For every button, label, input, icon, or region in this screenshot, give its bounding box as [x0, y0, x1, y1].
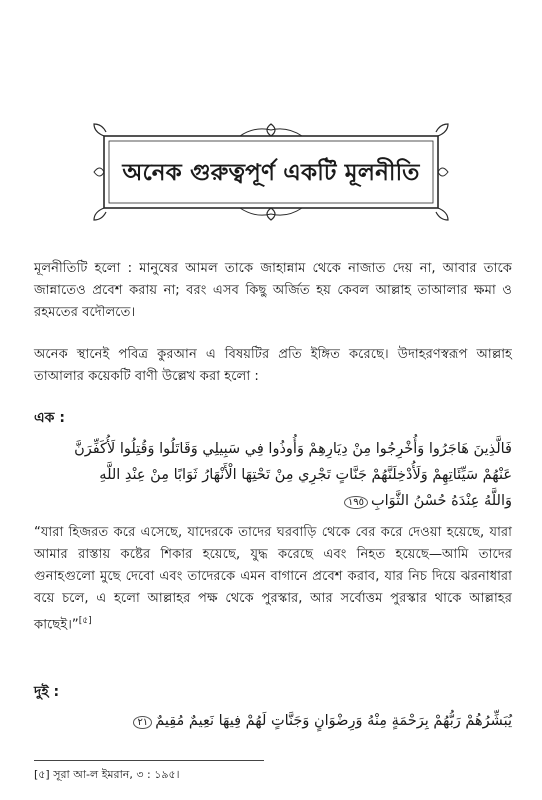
ayah-number-badge: ١٩٥: [344, 496, 368, 509]
ayah-number-badge-two: ٢١: [133, 716, 152, 729]
footnote: [৫] সূরা আ-ল ইমরান, ৩ : ১৯৫।: [34, 768, 180, 781]
arabic-verse-two: [42, 708, 512, 736]
intro-paragraph: মূলনীতিটি হলো : মানুষের আমল তাকে জাহান্নাম থেকে নাজাত দেয় না, আবার তাকে জান্নাতেও প্রবেশ করায় না; বরং এসব কিছু অর্জিত হয় কেবল আল্লাহ তাআলার ক্ষমা ও রহমতের বদৌলতে।: [34, 261, 512, 320]
translation-text: “যারা হিজরত করে এসেছে, যাদেরকে তাদের ঘরবাড়ি থেকে বের করে দেওয়া হয়েছে, যারা আমার রাস্তায় কষ্টের শিকার হয়েছে, যুদ্ধ করেছে এবং নিহত হয়েছে—আমি তাদের গুনাহগুলো মুছে দেবো এবং তাদেরকে এমন বাগানে প্রবেশ করাব, যার নিচ দিয়ে ঝরনাধারা বয়ে চলে, এ হলো আল্লাহর পক্ষ থেকে পুরস্কার, আর সর্বোত্তম পুরস্কার থাকে আল্লাহর কাছেই।”: [34, 525, 512, 633]
arabic-verse-one-text: وَاللَّهُ عِنْدَهُ حُسْنُ الثَّوَابِ: [370, 493, 512, 509]
arabic-verse-one-line-3: [42, 488, 512, 516]
page-title: অনেক গুরুত্বপূর্ণ একটি মূলনীতি: [122, 160, 420, 186]
arabic-verse-one-line-2: عَنْهُمْ سَيِّئَاتِهِمْ وَلَأُدْخِلَنَّهُمْ جَنَّاتٍ تَجْرِي مِنْ تَحْتِهَا الْأَنْهَارُ ثَوَابًا مِنْ عِنْدِ اللَّهِ: [99, 467, 512, 483]
footnote-divider: [34, 760, 264, 761]
title-frame: [90, 118, 452, 226]
footnote-marker: [৫]: [78, 616, 92, 626]
section-one-heading: এক :: [34, 410, 65, 426]
second-paragraph: অনেক স্থানেই পবিত্র কুরআন এ বিষয়টির প্রতি ইঙ্গিত করেছে। উদাহরণস্বরূপ আল্লাহ তাআলার কয়েকটি বাণী উল্লেখ করা হলো :: [34, 347, 512, 384]
verse-one-translation: [34, 522, 512, 636]
section-two-heading: দুই :: [34, 684, 60, 700]
arabic-verse-two-text: يُبَشِّرُهُمْ رَبُّهُمْ بِرَحْمَةٍ مِنْهُ وَرِضْوَانٍ وَجَنَّاتٍ لَهُمْ فِيهَا نَعِيمٌ مُقِيمٌ: [155, 713, 512, 729]
arabic-verse-one-line-1: فَالَّذِينَ هَاجَرُوا وَأُخْرِجُوا مِنْ دِيَارِهِمْ وَأُوذُوا فِي سَبِيلِي وَقَاتَلُوا وَقُتِلُوا لَأُكَفِّرَنَّ: [74, 441, 512, 457]
